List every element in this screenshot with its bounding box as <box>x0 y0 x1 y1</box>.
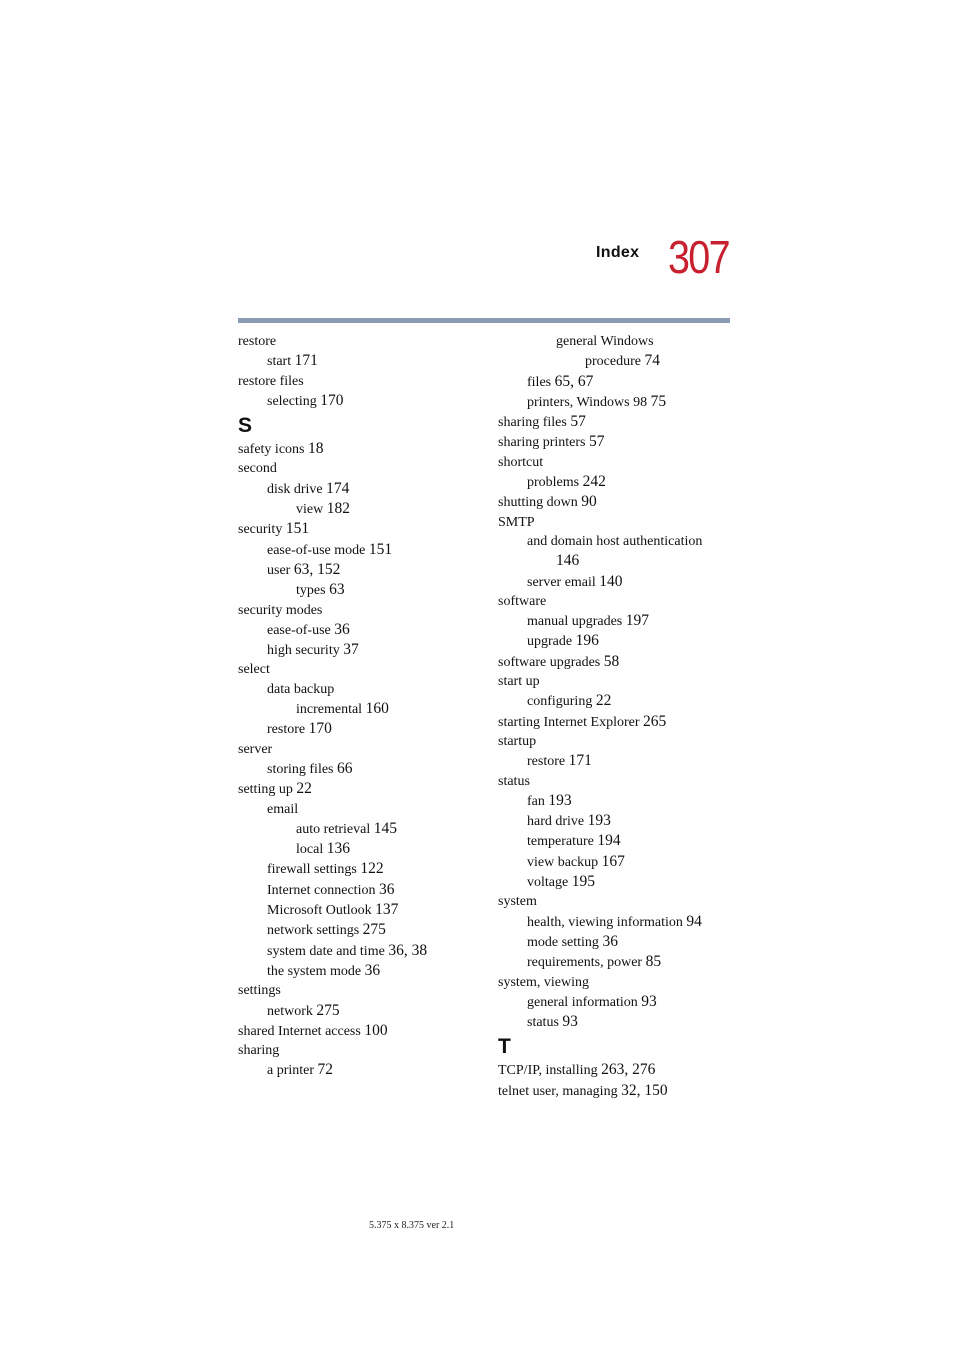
index-entry <box>238 759 478 779</box>
page-reference[interactable]: 122 <box>360 860 384 878</box>
index-entry <box>238 1021 478 1041</box>
page-reference[interactable]: 275 <box>362 921 386 939</box>
index-entry <box>238 660 478 679</box>
index-term: disk drive <box>267 481 323 497</box>
index-entry <box>498 332 738 351</box>
page-reference[interactable]: 93 <box>641 992 657 1010</box>
index-term: mode setting <box>527 934 599 950</box>
index-entry <box>238 601 478 620</box>
index-entry <box>238 961 478 981</box>
index-entry <box>238 981 478 1000</box>
page-reference[interactable]: 36 <box>378 880 395 898</box>
page-reference[interactable]: 72 <box>317 1061 334 1079</box>
index-term: shared Internet access <box>238 1023 361 1039</box>
index-term: server <box>238 741 273 757</box>
index-section-letter: S <box>238 414 253 438</box>
page-reference[interactable]: 136 <box>326 840 350 858</box>
page-reference[interactable]: 36 <box>334 620 350 638</box>
page-reference[interactable]: 36, 38 <box>388 941 428 959</box>
index-entry <box>498 712 738 732</box>
index-term: requirements, power <box>527 955 643 971</box>
index-term: and domain host authentication <box>527 533 703 549</box>
index-term: system, viewing <box>498 974 589 990</box>
index-term: sharing printers <box>498 435 586 451</box>
index-entry <box>238 640 478 660</box>
index-entry <box>498 551 738 571</box>
page-reference[interactable]: 66 <box>337 759 353 777</box>
index-term: software upgrades <box>498 654 601 670</box>
index-section-letter: T <box>498 1035 511 1059</box>
index-term: view <box>296 502 324 518</box>
page-number: 307 <box>668 231 729 283</box>
index-entry <box>238 620 478 640</box>
page-reference[interactable]: 93 <box>562 1013 578 1031</box>
index-entry <box>498 1081 738 1101</box>
index-entry <box>238 351 478 371</box>
index-term: procedure <box>585 354 641 370</box>
index-entry <box>238 941 478 961</box>
index-column-right <box>498 332 738 1101</box>
index-entry <box>498 611 738 631</box>
page-reference[interactable]: 193 <box>587 812 611 830</box>
page-reference[interactable]: 263, 276 <box>601 1061 656 1079</box>
page-reference[interactable]: 63 <box>329 581 345 599</box>
index-term: upgrade <box>527 634 573 650</box>
index-entry <box>498 631 738 651</box>
index-term: security <box>238 522 283 538</box>
index-term: ease-of-use mode <box>267 542 366 558</box>
page-reference[interactable]: 197 <box>625 612 649 630</box>
index-entry <box>238 859 478 879</box>
index-term: settings <box>238 983 281 999</box>
page-reference[interactable]: 194 <box>597 832 621 850</box>
index-term: ease-of-use <box>267 622 331 638</box>
index-term: sharing files <box>498 415 567 431</box>
index-term: fan <box>527 793 545 809</box>
index-entry <box>238 499 478 519</box>
index-term: restore <box>527 754 566 770</box>
index-entry <box>238 920 478 940</box>
page-reference[interactable]: 75 <box>650 392 667 410</box>
index-term: starting Internet Explorer <box>498 714 640 730</box>
page-reference[interactable]: 74 <box>644 352 660 370</box>
index-term: incremental <box>296 702 363 718</box>
index-entry <box>238 900 478 920</box>
index-entry <box>238 580 478 600</box>
index-term: the system mode <box>267 963 362 979</box>
index-entry <box>238 1001 478 1021</box>
index-term: types <box>296 583 326 599</box>
page-reference[interactable]: 57 <box>570 413 586 431</box>
index-entry <box>238 680 478 699</box>
index-term: SMTP <box>498 514 535 530</box>
index-entry <box>498 732 738 751</box>
index-term: hard drive <box>527 814 585 830</box>
index-entry <box>498 432 738 452</box>
index-term: data backup <box>267 681 335 697</box>
index-term: manual upgrades <box>527 614 623 630</box>
index-term: temperature <box>527 834 594 850</box>
index-entry <box>498 652 738 672</box>
page-reference[interactable]: 36 <box>602 932 618 950</box>
index-entry <box>238 740 478 759</box>
page-reference[interactable]: 32, 150 <box>621 1081 668 1099</box>
index-term: shutting down <box>498 495 578 511</box>
index-term: restore <box>267 722 306 738</box>
index-term: auto retrieval <box>296 821 371 837</box>
index-term: general information <box>527 994 638 1010</box>
page-reference[interactable]: 85 <box>645 953 662 971</box>
index-entry <box>498 912 738 932</box>
index-entry <box>238 479 478 499</box>
index-entry <box>238 519 478 539</box>
index-entry <box>238 1060 478 1080</box>
page-reference[interactable]: 140 <box>599 572 623 590</box>
index-term: telnet user, managing <box>498 1083 618 1099</box>
index-term: Internet connection <box>267 882 376 898</box>
index-entry <box>238 779 478 799</box>
index-entry <box>498 973 738 992</box>
page-reference[interactable]: 137 <box>375 901 399 919</box>
index-entry <box>498 672 738 691</box>
index-term: setting up <box>238 782 293 798</box>
index-entry <box>498 932 738 952</box>
index-entry <box>498 572 738 592</box>
index-entry <box>498 1012 738 1032</box>
page-reference[interactable]: 58 <box>603 652 620 670</box>
index-entry <box>498 952 738 972</box>
page-reference[interactable]: 94 <box>686 912 702 930</box>
index-term: network settings <box>267 923 360 939</box>
index-term: restore <box>238 334 277 349</box>
index-term: server email <box>527 574 596 590</box>
page-reference[interactable]: 171 <box>568 752 592 770</box>
index-entry <box>238 839 478 859</box>
page-reference[interactable]: 22 <box>595 692 612 710</box>
page-reference[interactable]: 63, 152 <box>293 560 341 578</box>
page-reference[interactable]: 195 <box>571 873 595 891</box>
index-entry <box>498 772 738 791</box>
index-term: start <box>267 354 292 370</box>
index-term: status <box>527 1015 559 1031</box>
header-rule <box>238 318 730 323</box>
index-entry <box>238 800 478 819</box>
index-entry <box>238 391 478 411</box>
index-term: status <box>498 773 530 789</box>
page-reference[interactable]: 145 <box>373 819 397 837</box>
page-reference[interactable]: 65, 67 <box>554 372 594 390</box>
index-term: a printer <box>267 1063 315 1079</box>
index-term: view backup <box>527 854 599 870</box>
index-term: problems <box>527 475 580 491</box>
page-reference[interactable]: 265 <box>643 712 667 730</box>
index-entry <box>498 372 738 392</box>
index-entry <box>498 392 738 412</box>
index-term: software <box>498 593 547 609</box>
index-term: Microsoft Outlook <box>267 903 372 919</box>
index-term: sharing <box>238 1043 280 1059</box>
index-entry <box>498 1060 738 1080</box>
page-reference[interactable]: 36 <box>364 961 381 979</box>
index-term: select <box>238 662 270 678</box>
index-entry <box>238 719 478 739</box>
index-term: second <box>238 461 277 477</box>
page-reference[interactable]: 242 <box>582 473 606 491</box>
index-entry <box>498 492 738 512</box>
page-reference[interactable]: 146 <box>556 552 580 570</box>
index-term: system date and time <box>267 943 385 959</box>
page-reference[interactable]: 174 <box>326 479 350 497</box>
index-term: startup <box>498 733 537 749</box>
page-reference[interactable]: 171 <box>294 352 318 370</box>
index-entry <box>238 372 478 391</box>
index-entry <box>498 992 738 1012</box>
print-spec-footer: 5.375 x 8.375 ver 2.1 <box>369 1220 455 1231</box>
index-term: email <box>267 801 299 817</box>
index-entry <box>238 560 478 580</box>
page-reference[interactable]: 170 <box>308 720 332 738</box>
index-entry <box>238 1041 478 1060</box>
index-entry <box>498 872 738 892</box>
index-entry <box>498 592 738 611</box>
page-reference[interactable]: 167 <box>601 852 625 870</box>
page-reference[interactable]: 151 <box>368 540 393 558</box>
index-column-left <box>238 332 478 1081</box>
page-reference[interactable]: 90 <box>581 493 597 511</box>
page-reference[interactable]: 160 <box>365 700 389 718</box>
index-entry <box>238 699 478 719</box>
index-term: restore files <box>238 373 304 389</box>
index-entry <box>498 831 738 851</box>
index-entry <box>498 811 738 831</box>
index-term: configuring <box>527 694 593 710</box>
page-reference[interactable]: 151 <box>285 520 310 538</box>
page-reference[interactable]: 18 <box>307 440 324 458</box>
page-reference[interactable]: 196 <box>575 632 599 650</box>
index-term: firewall settings <box>267 862 357 878</box>
index-term: high security <box>267 643 340 659</box>
index-entry <box>498 892 738 911</box>
index-term: security modes <box>238 602 323 618</box>
index-term: voltage <box>527 875 569 891</box>
page-reference[interactable]: 100 <box>364 1021 388 1039</box>
page-reference[interactable]: 170 <box>320 391 344 409</box>
index-term: files <box>527 374 552 390</box>
index-term: local <box>296 842 324 858</box>
index-entry <box>498 412 738 432</box>
page-reference[interactable]: 182 <box>326 500 350 518</box>
index-entry <box>498 351 738 371</box>
index-term: start up <box>498 674 540 690</box>
index-entry <box>498 513 738 532</box>
index-term: health, viewing information <box>527 914 683 930</box>
index-entry <box>238 332 478 351</box>
index-entry <box>238 880 478 900</box>
index-term: safety icons <box>238 442 305 458</box>
page-reference[interactable]: 275 <box>316 1001 340 1019</box>
index-entry <box>238 540 478 560</box>
index-term: storing files <box>267 761 334 777</box>
index-entry <box>498 472 738 492</box>
index-entry <box>238 439 478 459</box>
index-term: user <box>267 562 291 578</box>
index-term: shortcut <box>498 454 544 470</box>
index-entry <box>498 532 738 551</box>
index-term: printers, Windows 98 <box>527 394 648 410</box>
index-entry <box>498 791 738 811</box>
index-term: general Windows <box>556 334 654 349</box>
index-entry <box>498 751 738 771</box>
index-entry <box>498 453 738 472</box>
index-term: system <box>498 894 537 910</box>
index-entry <box>498 691 738 711</box>
page-reference[interactable]: 37 <box>343 641 359 659</box>
running-header-title: Index <box>596 244 640 261</box>
index-entry <box>238 459 478 478</box>
index-term: selecting <box>267 393 317 409</box>
page-reference[interactable]: 57 <box>588 433 605 451</box>
index-entry <box>238 819 478 839</box>
index-term: network <box>267 1003 313 1019</box>
page-reference[interactable]: 22 <box>296 780 312 798</box>
page-reference[interactable]: 193 <box>548 791 572 809</box>
index-entry <box>498 852 738 872</box>
index-term: TCP/IP, installing <box>498 1063 598 1079</box>
